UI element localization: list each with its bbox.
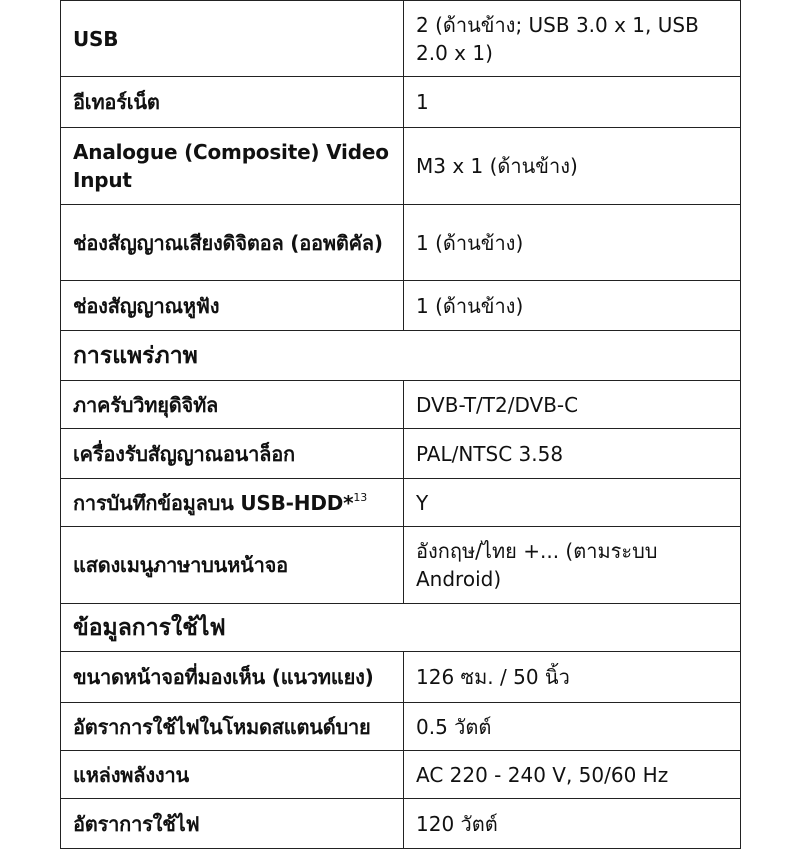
spec-label: ช่องสัญญาณเสียงดิจิตอล (ออพติคัล)	[73, 230, 383, 255]
section-title: การแพร่ภาพ	[61, 331, 741, 381]
spec-value-cell	[404, 703, 741, 751]
spec-label-cell	[61, 1, 404, 77]
spec-row	[61, 1, 741, 77]
spec-label-cell	[61, 381, 404, 429]
spec-value: 2 (ด้านข้าง; USB 3.0 x 1, USB 2.0 x 1)	[416, 12, 699, 65]
spec-label-cell	[61, 205, 404, 281]
spec-row	[61, 703, 741, 751]
spec-value-cell	[404, 128, 741, 205]
spec-label: ขนาดหน้าจอที่มองเห็น (แนวทแยง)	[73, 665, 374, 689]
spec-label-cell	[61, 77, 404, 128]
spec-label-cell	[61, 527, 404, 604]
spec-value-cell	[404, 799, 741, 849]
spec-value: อังกฤษ/ไทย +... (ตามระบบ Android)	[416, 539, 658, 591]
spec-label: ช่องสัญญาณหูฟัง	[73, 293, 220, 318]
spec-value-cell	[404, 205, 741, 281]
spec-row	[61, 527, 741, 604]
spec-value-cell	[404, 381, 741, 429]
spec-label: แสดงเมนูภาษาบนหน้าจอ	[73, 553, 288, 577]
spec-label: อัตราการใช้ไฟ	[73, 811, 200, 836]
spec-row	[61, 479, 741, 527]
spec-label-cell	[61, 751, 404, 799]
spec-value-cell	[404, 77, 741, 128]
spec-value-cell	[404, 1, 741, 77]
section-header-row	[61, 331, 741, 381]
spec-value: M3 x 1 (ด้านข้าง)	[416, 154, 578, 178]
spec-table	[60, 0, 741, 849]
spec-value-cell	[404, 429, 741, 479]
spec-value: Y	[416, 490, 429, 515]
spec-value: 1 (ด้านข้าง)	[416, 293, 524, 318]
spec-value: 1	[416, 90, 429, 114]
spec-row	[61, 77, 741, 128]
spec-label: USB	[73, 26, 119, 51]
spec-value: 0.5 วัตต์	[416, 714, 492, 739]
spec-value: 1 (ด้านข้าง)	[416, 230, 524, 255]
spec-label: การบันทึกข้อมูลบน USB-HDD*	[73, 490, 354, 515]
spec-row	[61, 751, 741, 799]
spec-value: 120 วัตต์	[416, 811, 498, 836]
spec-label-cell	[61, 652, 404, 703]
section-title: ข้อมูลการใช้ไฟ	[61, 604, 741, 652]
spec-value-cell	[404, 281, 741, 331]
spec-label-cell	[61, 429, 404, 479]
spec-label: อีเทอร์เน็ต	[73, 90, 160, 114]
spec-label: เครื่องรับสัญญาณอนาล็อก	[73, 441, 295, 466]
spec-label-cell	[61, 128, 404, 205]
spec-label: Analogue (Composite) Video Input	[73, 140, 389, 192]
spec-row	[61, 429, 741, 479]
spec-label: แหล่งพลังงาน	[73, 762, 189, 787]
footnote-marker: 13	[353, 490, 367, 504]
spec-row	[61, 381, 741, 429]
spec-value-cell	[404, 751, 741, 799]
spec-row	[61, 799, 741, 849]
spec-row	[61, 281, 741, 331]
spec-row	[61, 652, 741, 703]
spec-label-cell	[61, 799, 404, 849]
spec-value: PAL/NTSC 3.58	[416, 441, 564, 466]
spec-row	[61, 128, 741, 205]
spec-label-cell	[61, 479, 404, 527]
spec-value-cell	[404, 652, 741, 703]
spec-label: ภาครับวิทยุดิจิทัล	[73, 392, 219, 417]
spec-value: 126 ซม. / 50 นิ้ว	[416, 665, 570, 689]
spec-label-cell	[61, 281, 404, 331]
spec-value-cell	[404, 527, 741, 604]
spec-row	[61, 205, 741, 281]
spec-table-body	[61, 1, 741, 849]
spec-value: AC 220 - 240 V, 50/60 Hz	[416, 762, 669, 787]
spec-label-cell	[61, 703, 404, 751]
spec-value: DVB-T/T2/DVB-C	[416, 392, 579, 417]
spec-label: อัตราการใช้ไฟในโหมดสแตนด์บาย	[73, 714, 371, 739]
spec-value-cell	[404, 479, 741, 527]
section-header-row	[61, 604, 741, 652]
